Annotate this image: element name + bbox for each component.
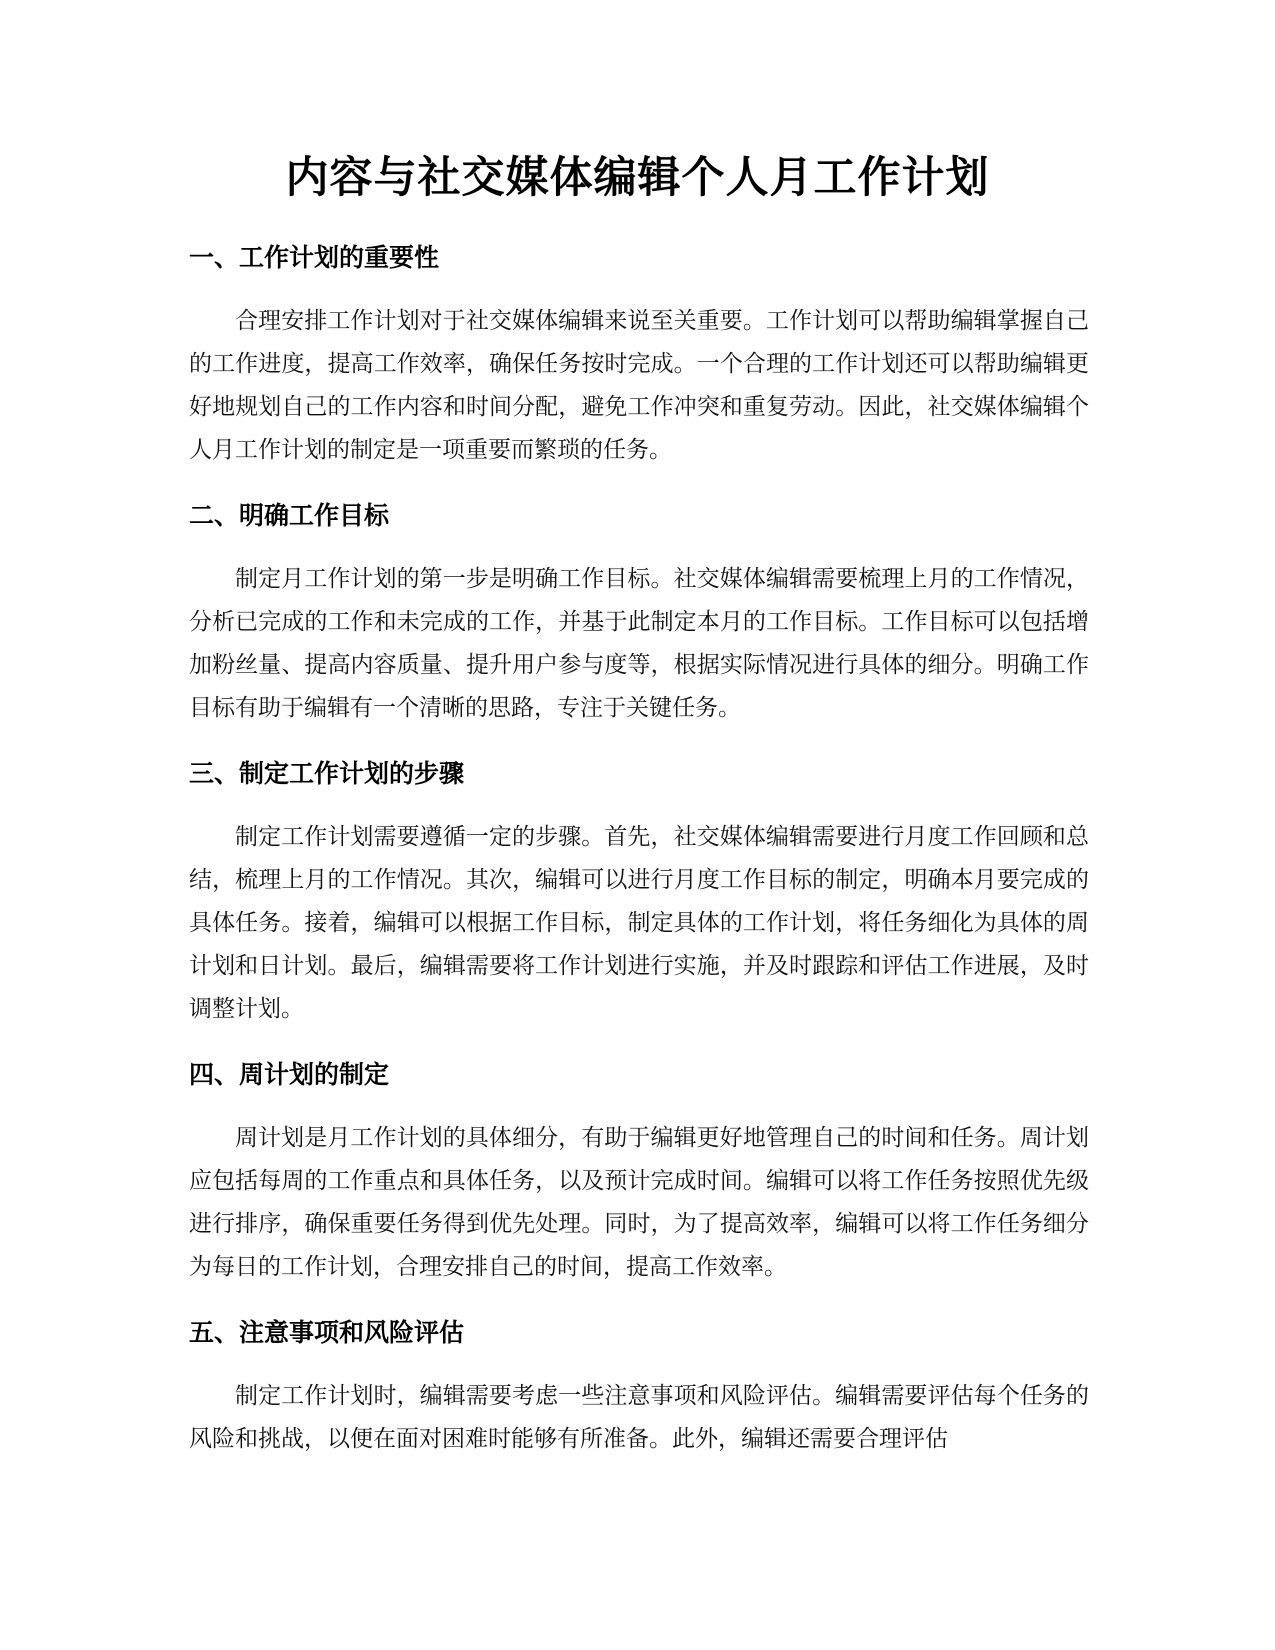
section-heading-weekly-plan: 四、周计划的制定: [189, 1060, 390, 1089]
section-heading-goals: 二、明确工作目标: [189, 501, 390, 530]
section-paragraph-importance: 合理安排工作计划对于社交媒体编辑来说至关重要。工作计划可以帮助编辑掌握自己的工作进度，提高工作效率，确保任务按时完成。一个合理的工作计划还可以帮助编辑更好地规划自己的工作内容和时间分配，避免工作冲突和重复劳动。因此，社交媒体编辑个人月工作计划的制定是一项重要而繁琐的任务。: [189, 308, 1089, 463]
section-heading-steps: 三、制定工作计划的步骤: [189, 759, 465, 788]
page-title: 内容与社交媒体编辑个人月工作计划: [285, 153, 990, 203]
section-heading-importance: 一、工作计划的重要性: [189, 243, 440, 272]
document-body: [189, 236, 1089, 1461]
section-paragraph-goals: 制定月工作计划的第一步是明确工作目标。社交媒体编辑需要梳理上月的工作情况，分析已完成的工作和未完成的工作，并基于此制定本月的工作目标。工作目标可以包括增加粉丝量、提高内容质量、提升用户参与度等，根据实际情况进行具体的细分。明确工作目标有助于编辑有一个清晰的思路，专注于关键任务。: [189, 566, 1089, 721]
section-paragraph-steps: 制定工作计划需要遵循一定的步骤。首先，社交媒体编辑需要进行月度工作回顾和总结，梳理上月的工作情况。其次，编辑可以进行月度工作目标的制定，明确本月要完成的具体任务。接着，编辑可以根据工作目标，制定具体的工作计划，将任务细化为具体的周计划和日计划。最后，编辑需要将工作计划进行实施，并及时跟踪和评估工作进展，及时调整计划。: [189, 824, 1089, 1022]
section-paragraph-weekly-plan: 周计划是月工作计划的具体细分，有助于编辑更好地管理自己的时间和任务。周计划应包括每周的工作重点和具体任务，以及预计完成时间。编辑可以将工作任务按照优先级进行排序，确保重要任务得到优先处理。同时，为了提高效率，编辑可以将工作任务细分为每日的工作计划，合理安排自己的时间，提高工作效率。: [189, 1125, 1089, 1280]
section-heading-risk: 五、注意事项和风险评估: [189, 1318, 465, 1347]
section-paragraph-risk: 制定工作计划时，编辑需要考虑一些注意事项和风险评估。编辑需要评估每个任务的风险和挑战，以便在面对困难时能够有所准备。此外，编辑还需要合理评估: [189, 1383, 1089, 1452]
